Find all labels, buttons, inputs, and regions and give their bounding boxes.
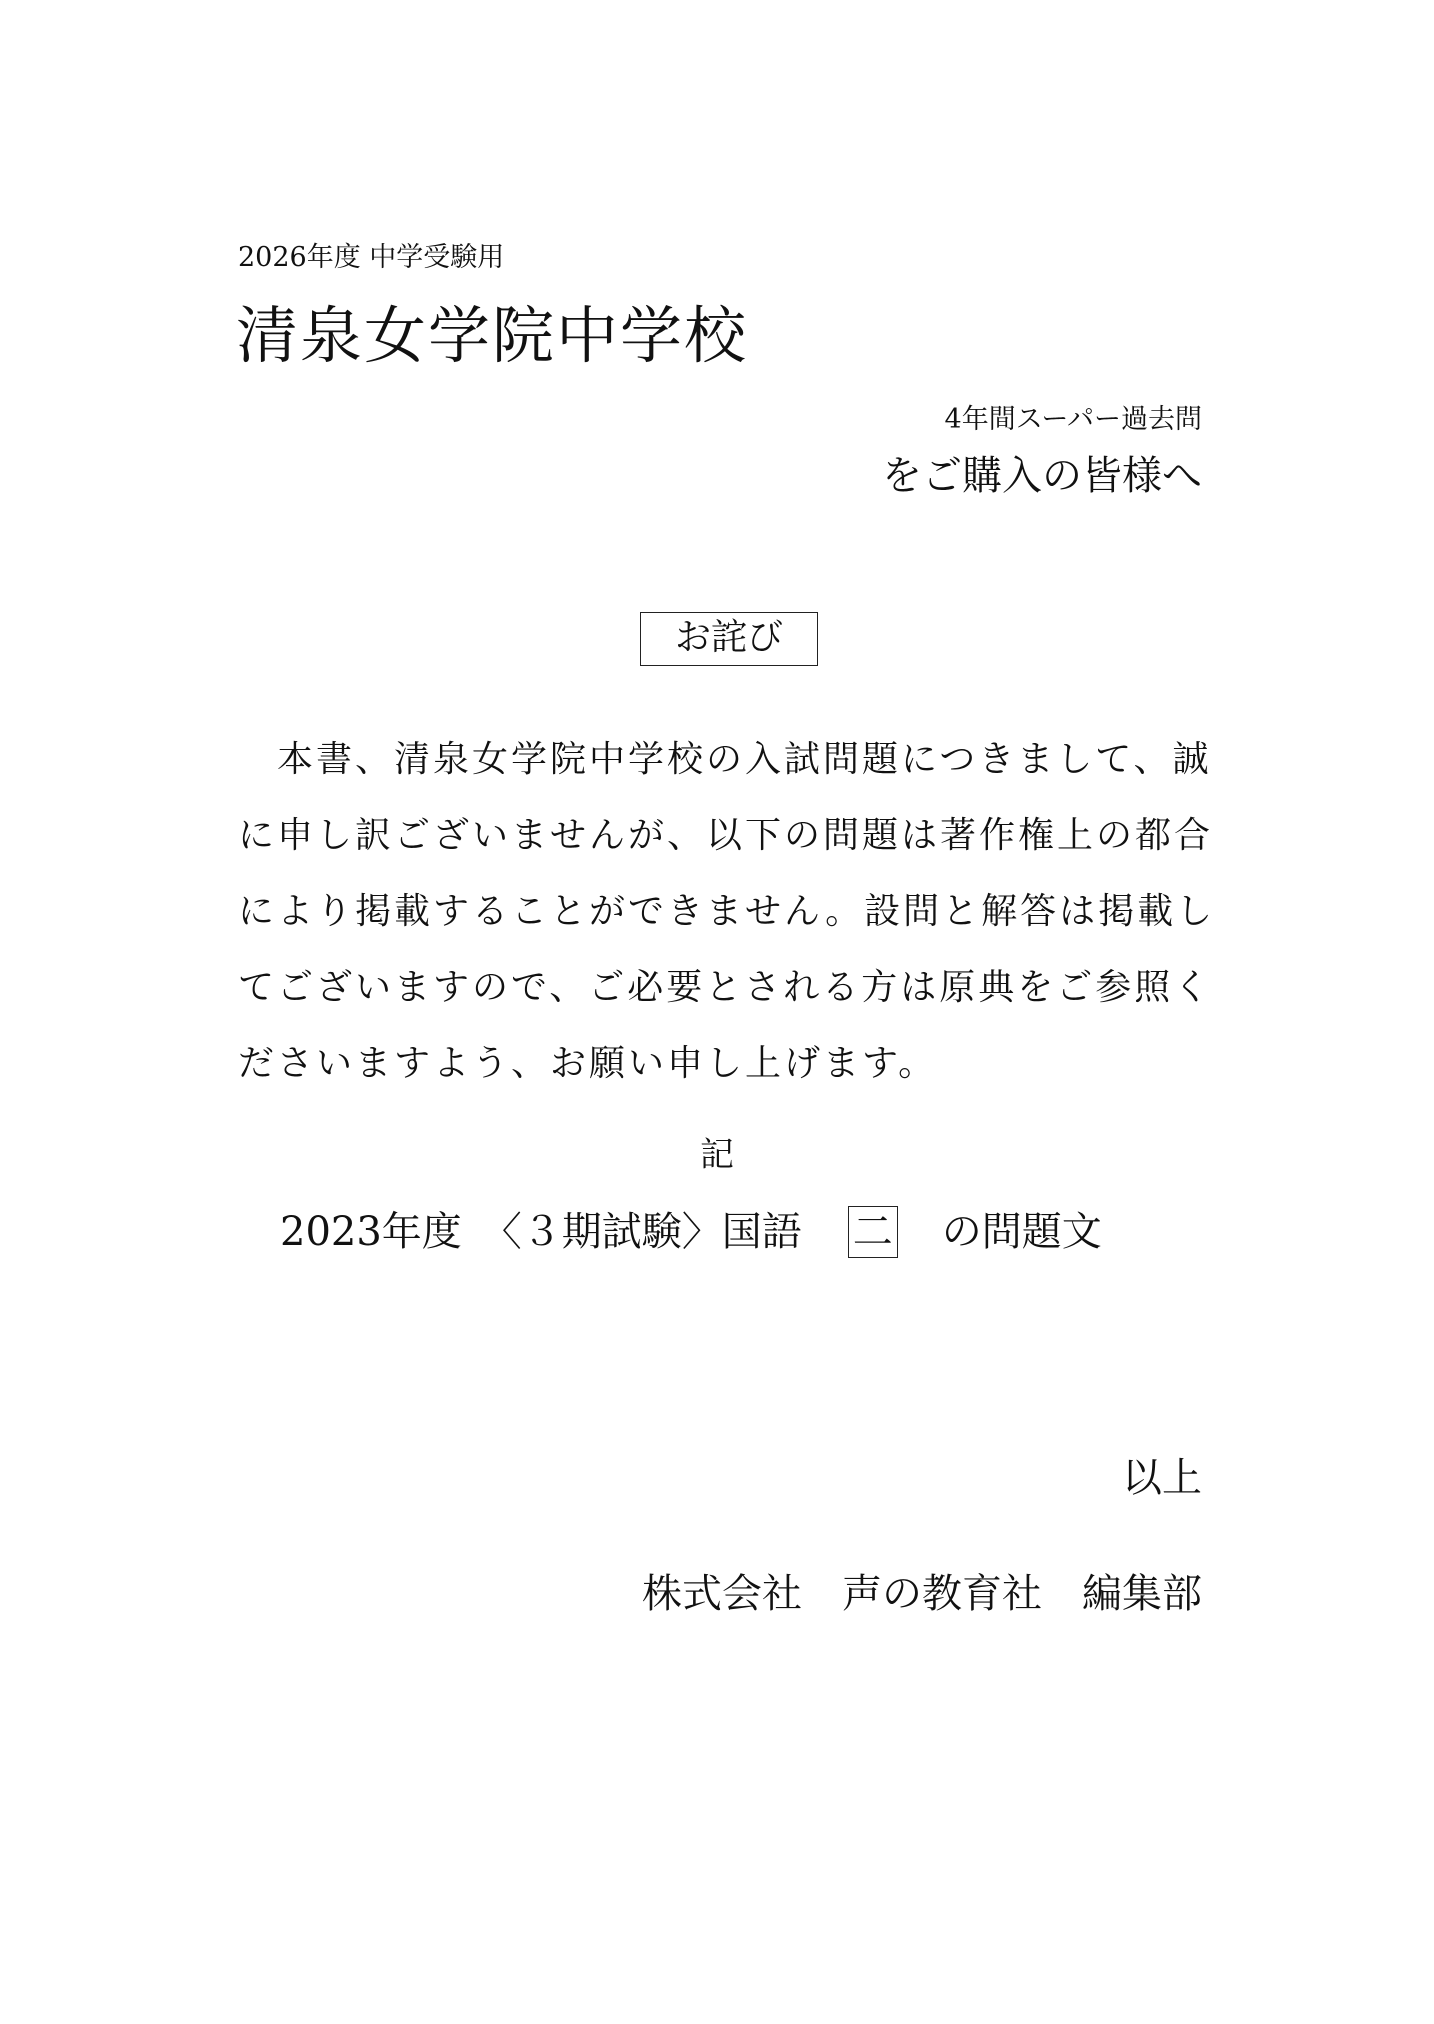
ki-mark: 記 [700, 1135, 734, 1175]
omitted-item-section-box: 二 [848, 1206, 898, 1258]
notice-body-line: てございますので、ご必要とされる方は原典をご参照く [238, 967, 1213, 1008]
omitted-item-suffix: の問題文 [941, 1209, 1102, 1255]
greeting-text: をご購入の皆様へ [882, 453, 1202, 499]
publisher-signature: 株式会社 声の教育社 編集部 [642, 1571, 1202, 1617]
closing-text: 以上 [1122, 1455, 1202, 1501]
notice-body-line: ださいますよう、お願い申し上げます。 [238, 1043, 938, 1084]
notice-body [238, 722, 1216, 1102]
year-label: 2026年度 中学受験用 [238, 242, 505, 273]
product-name: 4年間スーパー過去問 [944, 404, 1202, 435]
omitted-item-line [280, 1200, 1102, 1264]
notice-body-line: に申し訳ございませんが、以下の問題は著作権上の都合 [238, 815, 1214, 856]
notice-body-line: 本書、清泉女学院中学校の入試問題につきまして、誠 [238, 739, 1212, 780]
apology-heading-box: お詫び [640, 612, 818, 666]
school-name-title: 清泉女学院中学校 [236, 299, 749, 372]
omitted-item-prefix: 2023年度 〈３期試験〉国語 [280, 1209, 802, 1255]
notice-body-line: により掲載することができません。設問と解答は掲載し [238, 891, 1216, 932]
